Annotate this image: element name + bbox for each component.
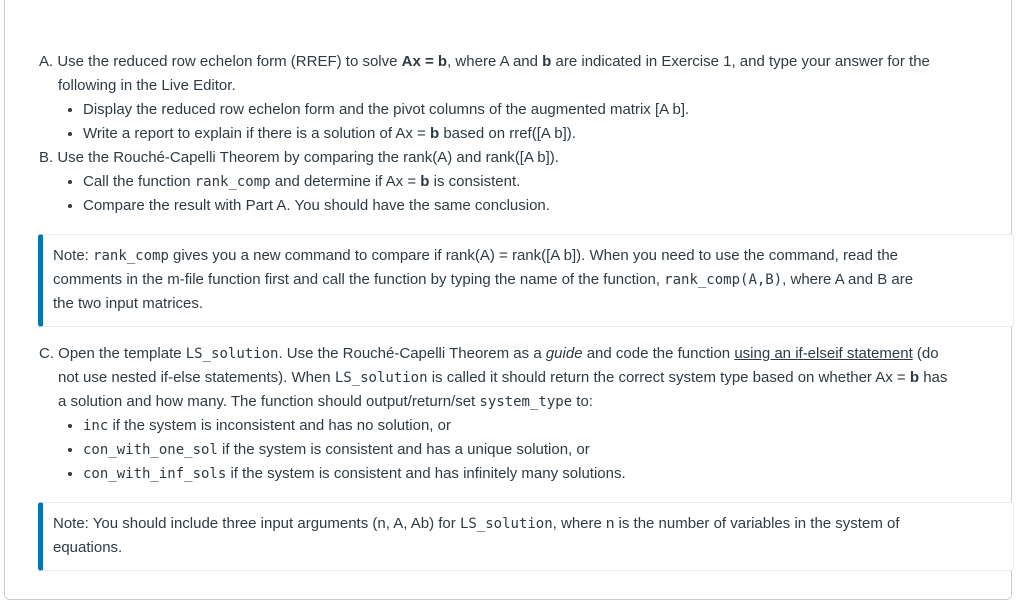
code-con-with-inf-sols: con_with_inf_sols [83,466,227,482]
note-label: Note: [53,515,89,532]
note-1-line-2 [53,268,913,292]
vector-b: b [909,369,920,386]
text: not use nested if-else statements). When [58,369,335,386]
code-ls-solution: LS_solution [185,346,279,362]
part-a-bullet-2 [83,122,576,146]
part-b-bullet-2: Compare the result with Part A. You should have the same conclusion. [83,194,550,218]
code-rank-comp: rank_comp [93,248,169,264]
code-rank-comp-call: rank_comp(A,B) [664,272,783,288]
text: comments in the m-file function first and call the function by typing the name of the function, [53,271,665,288]
part-c-bullet-inf-sols [83,462,626,486]
equation: Ax = b [401,53,448,70]
part-a-bullet-1: Display the reduced row echelon form and the pivot columns of the augmented matrix [A b]. [83,98,689,122]
note-1-line-3: the two input matrices. [53,295,204,312]
text: gives you a new command to compare if rank(A) = rank([A b]). When you need to use the command, read the [168,247,899,264]
text: if the system is consistent and has infinitely many solutions. [226,465,626,482]
part-c-line-1 [39,342,939,366]
text: (do [912,345,939,362]
part-a-line-1 [39,50,930,74]
code-inc: inc [83,418,109,434]
text: . Use the Rouché-Capelli Theorem as a [278,345,546,362]
code-ls-solution: LS_solution [334,370,428,386]
text: to: [572,393,593,410]
part-c-line-3 [58,390,593,414]
part-c-bullet-inc [83,414,451,438]
note-label: Note: [53,247,89,264]
text: You should include three input arguments (n, A, Ab) for [88,515,460,532]
text: if the system is inconsistent and has no solution, or [108,417,451,434]
part-a-line-2: following in the Live Editor. [58,77,236,94]
note-2-line-1 [53,512,900,536]
code-rank-comp: rank_comp [194,174,271,190]
part-c-line-2 [58,366,947,390]
text: , where A and [447,53,543,70]
text: A. Use the reduced row echelon form (RREF) to solve [39,53,402,70]
vector-b: b [542,53,552,70]
part-c-bullet-one-sol [83,438,590,462]
text: based on rref([A b]). [439,125,576,142]
text: has [919,369,948,386]
text: if the system is consistent and has a unique solution, or [217,441,590,458]
text: , where A and B are [782,271,914,288]
part-b-bullet-1 [83,170,520,194]
text: Write a report to explain if there is a solution of Ax = [83,125,430,142]
guide-emphasis: guide [545,345,583,362]
vector-b: b [430,125,440,142]
text: is consistent. [429,173,521,190]
vector-b: b [420,173,430,190]
note-2-line-2: equations. [53,539,123,556]
code-system-type: system_type [479,394,573,410]
text: and determine if Ax = [270,173,421,190]
text: Call the function [83,173,195,190]
text: and code the function [582,345,735,362]
underlined-requirement: using an if-elseif statement [734,345,913,362]
text: is called it should return the correct system type based on whether Ax = [427,369,910,386]
code-con-with-one-sol: con_with_one_sol [83,442,218,458]
text: , where n is the number of variables in the system of [552,515,900,532]
text: are indicated in Exercise 1, and type your answer for the [551,53,930,70]
text: C. Open the template [39,345,186,362]
text: a solution and how many. The function should output/return/set [58,393,480,410]
note-1-line-1 [53,244,898,268]
part-b-line-1: B. Use the Rouché-Capelli Theorem by comparing the rank(A) and rank([A b]). [39,149,559,166]
code-ls-solution: LS_solution [459,516,553,532]
